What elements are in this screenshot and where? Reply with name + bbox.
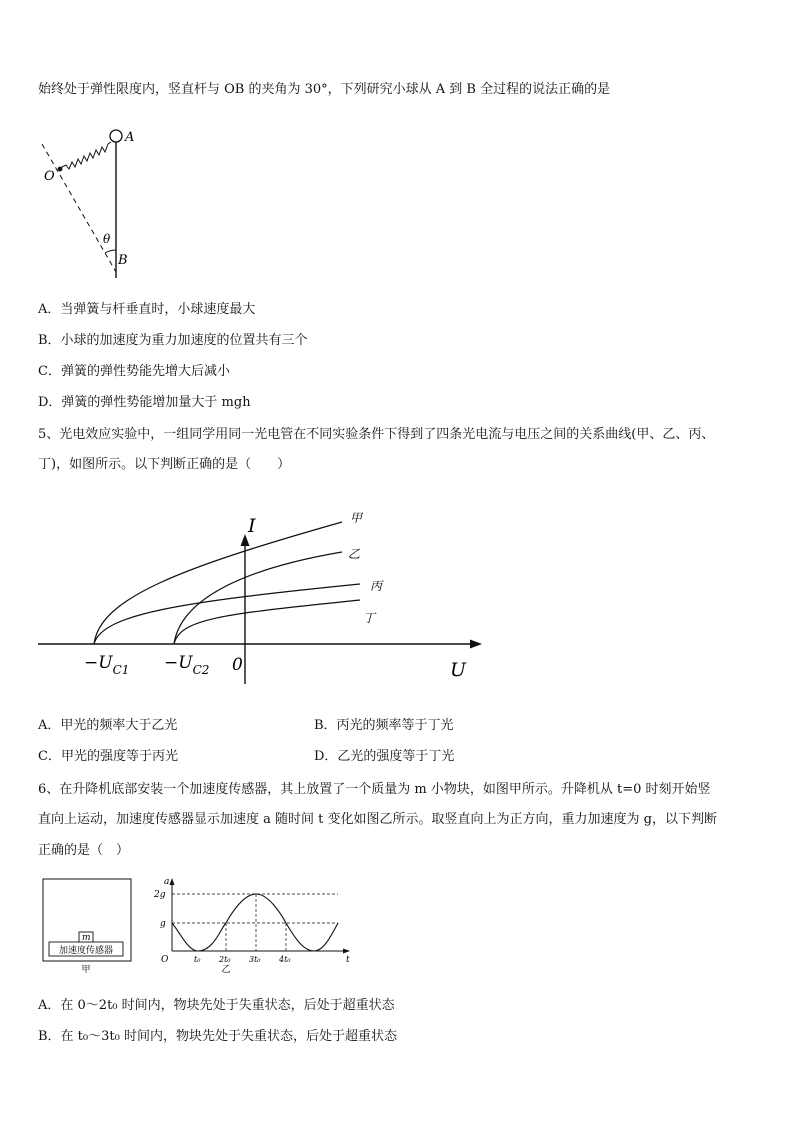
curve-bing <box>94 584 360 644</box>
label-theta: θ <box>103 232 111 246</box>
q5-option-b: B．丙光的频率等于丁光 <box>314 718 454 733</box>
q6-stem-line3: 正确的是（ ） <box>38 843 130 858</box>
caption-yi: 乙 <box>221 965 231 974</box>
label-i: I <box>248 515 256 537</box>
ball-a <box>110 130 122 142</box>
q6-option-b: B．在 t₀～3t₀ 时间内，物块先处于失重状态，后处于超重状态 <box>38 1029 397 1044</box>
angle-arc <box>105 250 116 253</box>
label-yi: 乙 <box>348 547 361 561</box>
label-jia: 甲 <box>350 511 363 525</box>
label-u: U <box>450 659 467 681</box>
t-axis-arrow <box>343 949 350 954</box>
q5-stem-line1: 5、光电效应实验中，一组同学用同一光电管在不同实验条件下得到了四条光电流与电压之间的关系曲线(甲、乙、丙、 <box>38 427 715 442</box>
q5-option-a: A．甲光的频率大于乙光 <box>38 718 178 733</box>
q4-figure-spring-rod <box>36 122 146 280</box>
curve-yi <box>174 552 342 644</box>
sensor-label: 加速度传感器 <box>58 946 114 956</box>
label-a-axis: a <box>164 877 170 887</box>
tick-3t0: 3t₀ <box>249 955 261 964</box>
q5-option-c: C．甲光的强度等于丙光 <box>38 749 178 764</box>
label-o: O <box>44 169 55 184</box>
block-m-label: m <box>82 933 91 943</box>
tick-t0: t₀ <box>194 955 201 964</box>
label-g: g <box>160 919 166 929</box>
caption-jia: 甲 <box>81 965 91 974</box>
q5-option-d: D．乙光的强度等于丁光 <box>314 749 455 764</box>
q6-stem-line1: 6、在升降机底部安装一个加速度传感器，其上放置了一个质量为 m 小物块，如图甲所示。升降机从 t=0 时刻开始竖 <box>38 782 711 797</box>
label-b: B <box>118 253 128 268</box>
label-a: A <box>125 130 135 145</box>
label-origin-o: O <box>161 955 169 965</box>
q4-option-a: A．当弹簧与杆垂直时，小球速度最大 <box>38 302 256 317</box>
q4-option-d: D．弹簧的弹性势能增加量大于 mgh <box>38 395 251 410</box>
label-uc2: $-U_{C2}$ <box>164 653 210 677</box>
q4-stem-tail: 始终处于弹性限度内，竖直杆与 OB 的夹角为 30°，下列研究小球从 A 到 B 全过程的说法正确的是 <box>38 82 611 97</box>
tick-4t0: 4t₀ <box>279 955 291 964</box>
q6-figure-jia <box>40 876 136 974</box>
label-ding: 丁 <box>363 611 376 625</box>
curve-ding <box>174 600 360 644</box>
label-t-axis: t <box>346 955 350 965</box>
q6-figure-yi <box>150 874 360 974</box>
q5-figure-iu-curves <box>30 506 500 684</box>
acceleration-curve <box>172 894 338 951</box>
tick-2t0: 2t₀ <box>219 955 231 964</box>
curve-jia <box>94 522 342 644</box>
spring <box>60 142 111 169</box>
a-axis-arrow <box>170 878 175 885</box>
q6-stem-line2: 直向上运动，加速度传感器显示加速度 a 随时间 t 变化如图乙所示。取竖直向上为正方向，重力加速度为 g，以下判断 <box>38 812 717 827</box>
label-origin: 0 <box>232 655 243 675</box>
label-2g: 2g <box>154 890 166 900</box>
label-bing: 丙 <box>370 579 383 593</box>
q4-option-c: C．弹簧的弹性势能先增大后减小 <box>38 364 230 379</box>
q5-stem-line2: 丁)，如图所示。以下判断正确的是（ ） <box>38 457 291 472</box>
u-axis-arrow <box>470 640 482 649</box>
pivot-o <box>58 167 63 172</box>
q6-option-a: A．在 0～2t₀ 时间内，物块先处于失重状态，后处于超重状态 <box>38 998 395 1013</box>
q4-option-b: B．小球的加速度为重力加速度的位置共有三个 <box>38 333 308 348</box>
label-uc1: $-U_{C1}$ <box>84 653 130 677</box>
